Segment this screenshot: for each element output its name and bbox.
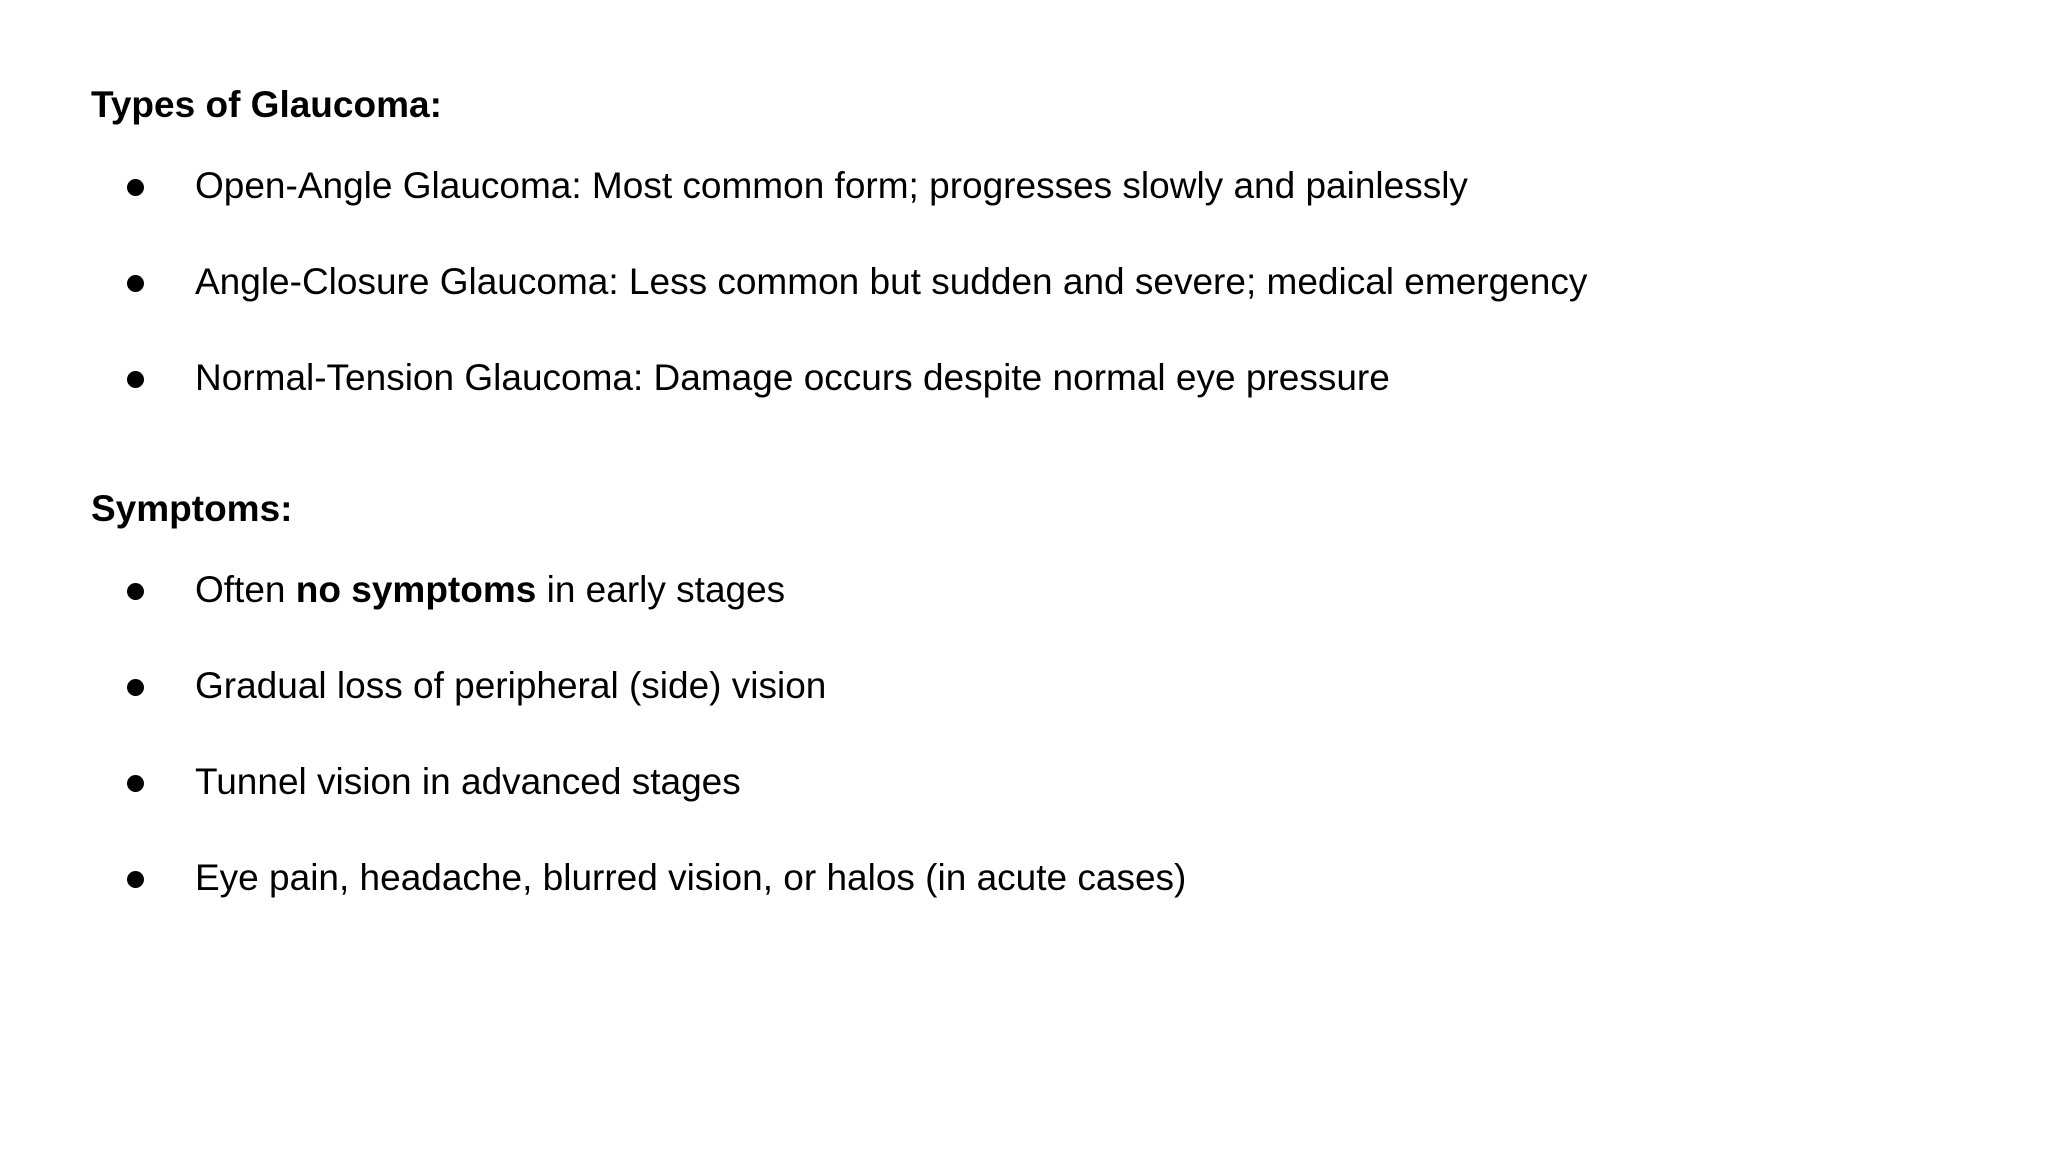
list-item-text: Open-Angle Glaucoma: Most common form; progresses slowly and painlessly xyxy=(195,165,1468,206)
list-item-suffix: in early stages xyxy=(536,569,786,610)
list-item-text: Gradual loss of peripheral (side) vision xyxy=(195,665,827,706)
bullet-icon xyxy=(127,679,144,696)
symptoms-heading: Symptoms: xyxy=(91,488,293,529)
list-item-text: Tunnel vision in advanced stages xyxy=(195,761,741,802)
list-item-prefix: Often xyxy=(195,569,296,610)
bullet-icon xyxy=(127,775,144,792)
bullet-icon xyxy=(127,583,144,600)
list-item-text: Eye pain, headache, blurred vision, or halos (in acute cases) xyxy=(195,857,1187,898)
list-item-text xyxy=(195,571,785,608)
list-item-text: Normal-Tension Glaucoma: Damage occurs despite normal eye pressure xyxy=(195,357,1390,398)
bullet-icon xyxy=(127,871,144,888)
bullet-icon xyxy=(127,275,144,292)
list-item-emphasis: no symptoms xyxy=(295,569,537,610)
list-item-text: Angle-Closure Glaucoma: Less common but sudden and severe; medical emergency xyxy=(195,261,1588,302)
bullet-icon xyxy=(127,371,144,388)
bullet-icon xyxy=(127,179,144,196)
types-heading: Types of Glaucoma: xyxy=(91,84,442,125)
